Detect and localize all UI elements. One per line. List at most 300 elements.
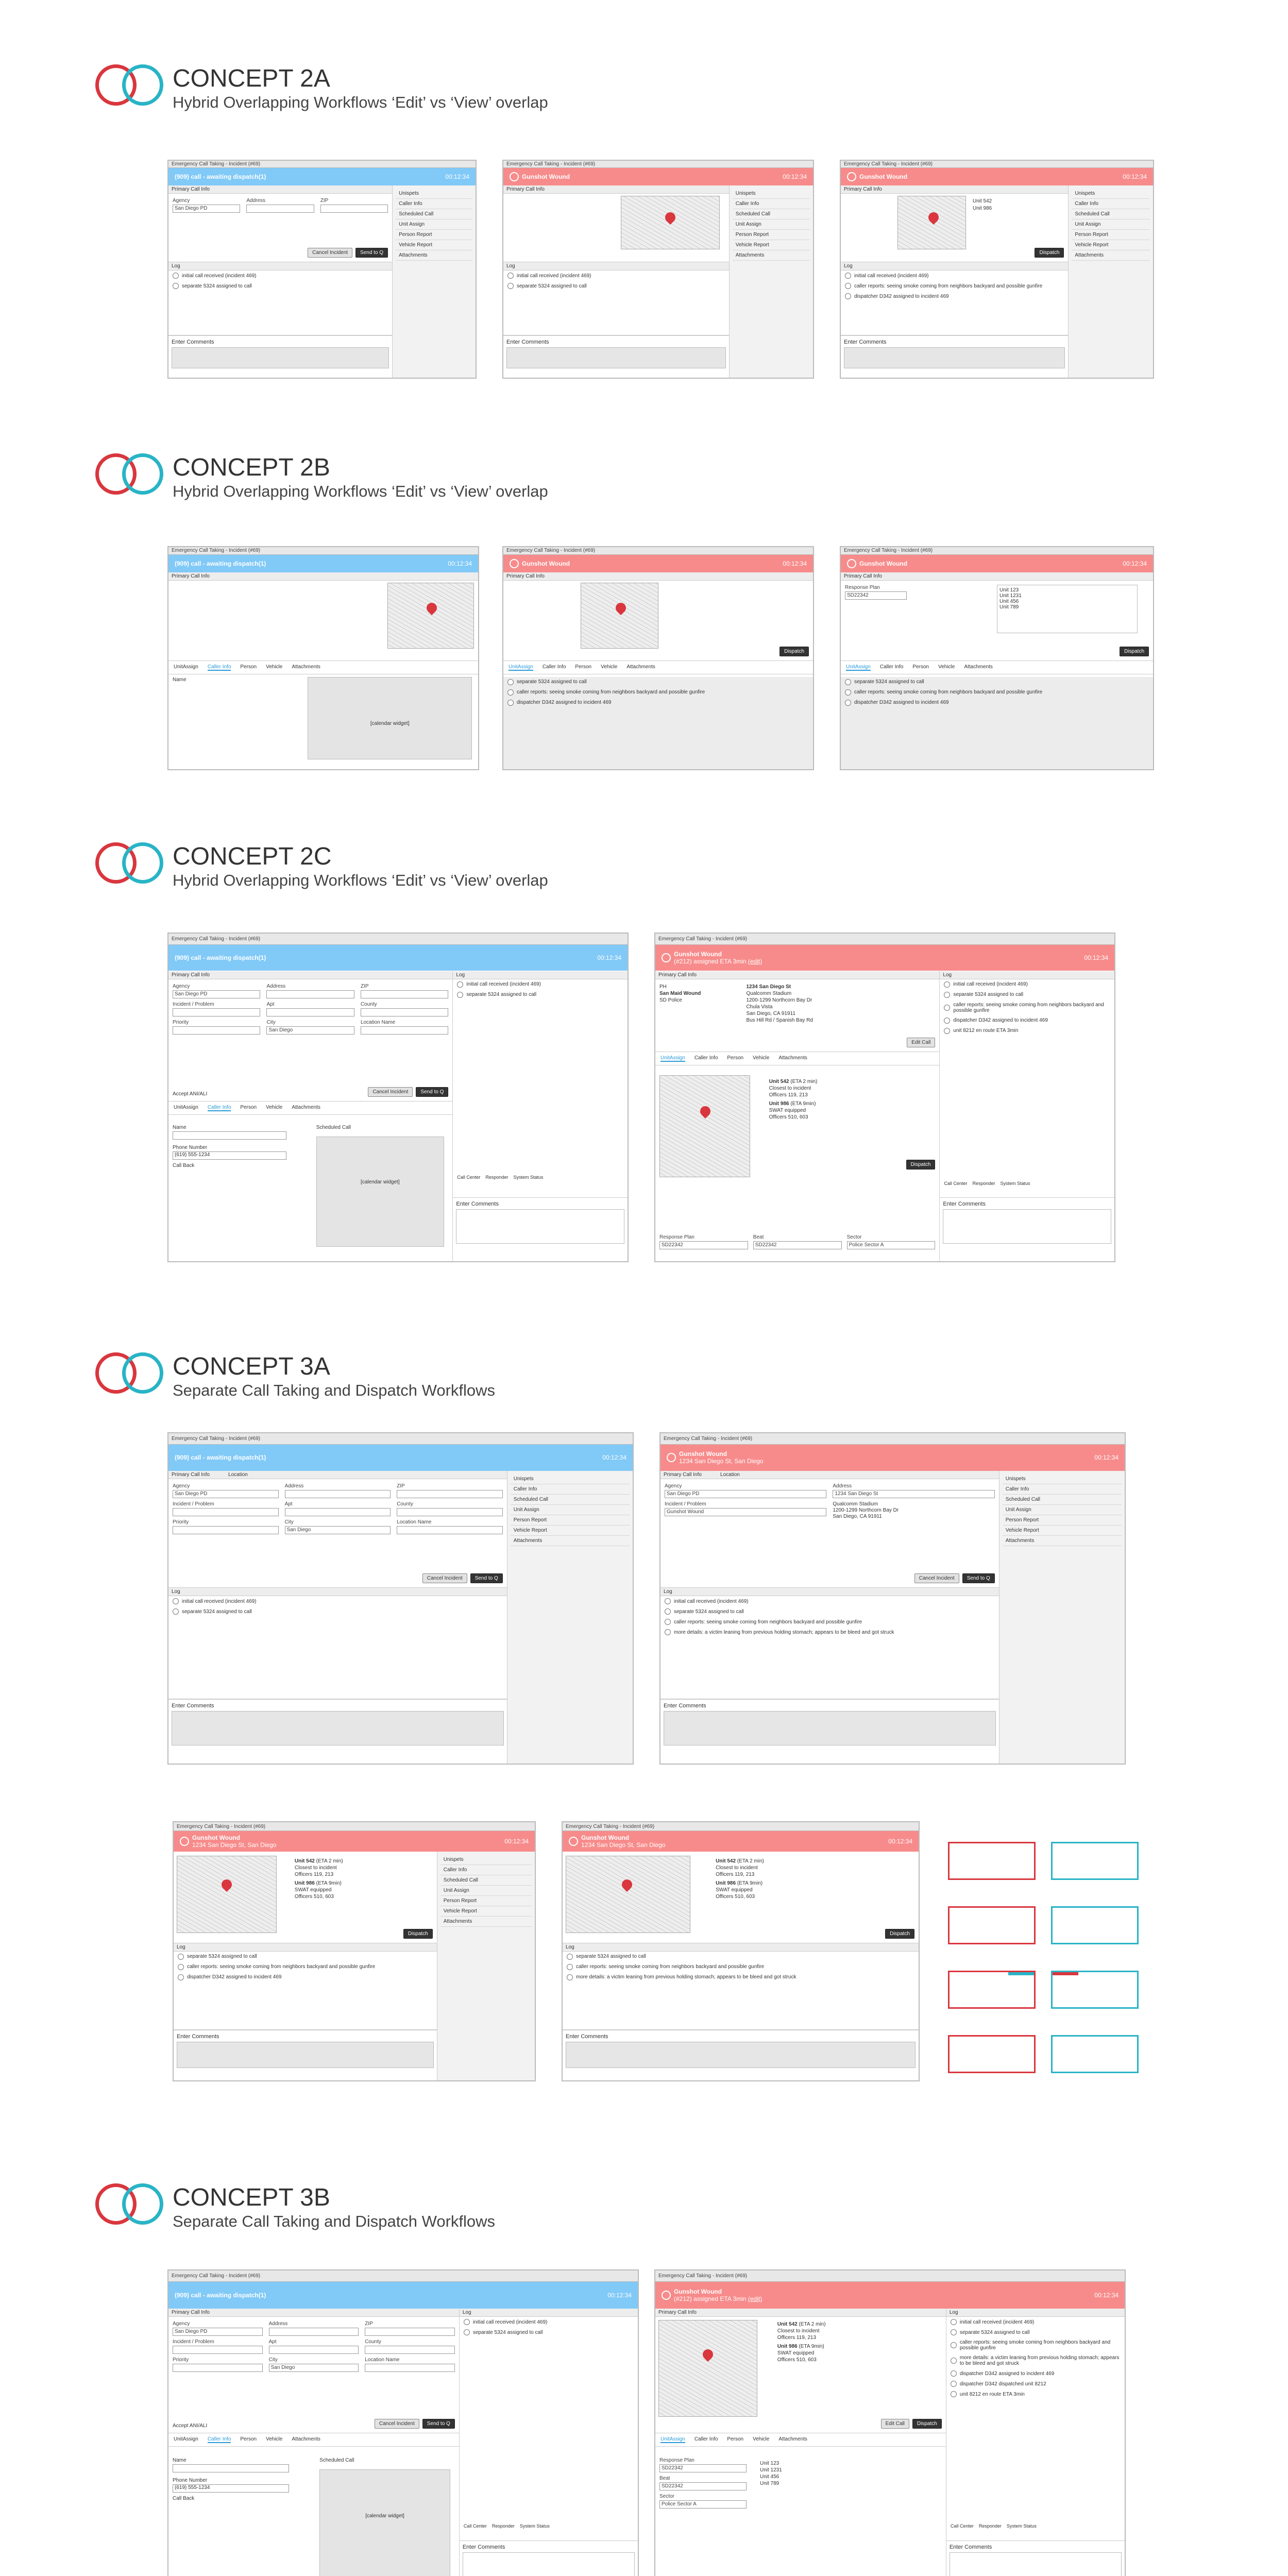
menu-person-report[interactable]: Person Report <box>733 230 810 240</box>
edit-units-link[interactable]: (edit) <box>748 2295 762 2303</box>
radio-icon[interactable] <box>173 273 179 279</box>
menu-attachments[interactable]: Attachments <box>511 1536 630 1546</box>
tab-attachments[interactable]: Attachments <box>292 664 320 670</box>
tab-attachments[interactable]: Attachments <box>626 664 655 670</box>
priority-field[interactable]: Priority <box>173 1519 279 1534</box>
address-field[interactable]: Address <box>285 1483 391 1498</box>
radio-icon[interactable] <box>665 1629 671 1635</box>
map[interactable] <box>658 2320 757 2417</box>
mockup-3b-dispatch: Emergency Call Taking - Incident (#69) Gunshot Wound (#212) assigned ETA 3min (edit) 00:12:34 Primary Call Info Unit 542 (ETA 2 min) Closest to incident Officers 119, 213 Unit 986 (ETA 9min) SWAT equipped Officers 510, 603 Edit Call Dispatch UnitAssign Caller Info Person Vehicle Attachments Response Plan SD22342 Beat SD22342 Sector Police Sector A Unit 123 Unit 1231 Unit 456 Unit 789 Log initial call received (incident 469) separate 5324 assigned to call caller reports: seeing smoke coming from neighbors backyard and possible gunfire more details: a victim leaning from previous holding stomach; appears to be bleed and got struck dispatcher D342 assigned to incident 469 dispatcher D342 dispatched unit 8212 unit 8212 en route ETA 3min Call Center Responder System Status Enter Comments <box>654 2269 1126 2576</box>
comments-area[interactable] <box>503 335 729 378</box>
radio-icon[interactable] <box>665 1608 671 1615</box>
tab-vehicle[interactable]: Vehicle <box>266 1105 283 1111</box>
name-input[interactable] <box>173 1131 286 1140</box>
phone-input[interactable]: (619) 555-1234 <box>173 1151 286 1160</box>
dispatch-button[interactable]: Dispatch <box>1035 248 1064 258</box>
unit-986[interactable]: Unit 986 (ETA 9min) <box>716 1880 763 1887</box>
log-item: separate 5324 assigned to call <box>174 1952 437 1962</box>
thumbnail[interactable] <box>1051 1842 1139 1880</box>
menu-scheduled-call[interactable]: Scheduled Call <box>440 1875 532 1886</box>
tab-caller-info[interactable]: Caller Info <box>879 664 904 670</box>
apt-field[interactable]: Apt <box>269 2339 359 2354</box>
incident-name: San Maid Wound <box>659 990 701 996</box>
menu-attachments[interactable]: Attachments <box>396 250 472 261</box>
menu-vehicle-report[interactable]: Vehicle Report <box>1072 240 1150 250</box>
mockup-2b-dispatch <box>840 546 1154 770</box>
tab-caller-info[interactable]: Caller Info <box>207 664 231 670</box>
menu-unit-assign[interactable]: Unit Assign <box>733 219 810 230</box>
menu-caller-info[interactable]: Caller Info <box>440 1865 532 1875</box>
comments-area[interactable] <box>168 335 392 378</box>
comments-area[interactable] <box>841 335 1068 378</box>
radio-icon[interactable] <box>845 689 851 696</box>
pin-icon <box>219 1877 234 1891</box>
dispatch-button[interactable]: Dispatch <box>403 1929 433 1939</box>
agency-field[interactable]: Agency San Diego PD <box>173 984 260 998</box>
radio-icon[interactable] <box>457 981 463 988</box>
menu-vehicle-report[interactable]: Vehicle Report <box>1003 1526 1122 1536</box>
radio-icon[interactable] <box>951 2381 957 2387</box>
comments-label: Enter Comments <box>172 1703 214 1709</box>
priority-field[interactable]: Priority <box>173 1020 260 1035</box>
thumbnail[interactable] <box>948 1906 1036 1944</box>
menu-unit-assign[interactable]: Unit Assign <box>1003 1505 1122 1515</box>
window-title: Emergency Call Taking - Incident (#69) <box>503 161 813 168</box>
pin-icon <box>701 2347 715 2362</box>
location-name-field[interactable]: Location Name <box>361 1020 448 1035</box>
tab-bar <box>168 1101 452 1115</box>
unit-542[interactable]: Unit 542 (ETA 2 min) <box>716 1858 764 1865</box>
unit-list[interactable]: Unit 123 Unit 1231 Unit 456 Unit 789 <box>997 585 1138 633</box>
agency-field[interactable]: Agency San Diego PD <box>665 1483 826 1498</box>
radio-icon[interactable] <box>567 1974 573 1980</box>
send-to-q-button[interactable]: Send to Q <box>355 248 388 258</box>
response-plan-field[interactable]: Response Plan SD22342 <box>659 2458 747 2472</box>
radio-icon[interactable] <box>173 283 179 289</box>
dispatch-button[interactable]: Dispatch <box>885 1929 914 1939</box>
call-back-checkbox[interactable]: Call Back <box>173 2495 195 2501</box>
map[interactable] <box>621 196 720 249</box>
comments-area[interactable] <box>174 2030 437 2080</box>
address-field[interactable]: Address <box>246 198 314 213</box>
menu-attachments[interactable]: Attachments <box>1003 1536 1122 1546</box>
incident-type: PH <box>659 984 667 990</box>
incident-problem-field[interactable]: Incident / Problem <box>173 1002 260 1016</box>
incident-icon <box>662 2291 671 2300</box>
edit-call-button[interactable]: Edit Call <box>881 2419 909 2429</box>
incident-agency: SD Police <box>659 997 682 1003</box>
incident-problem-field[interactable]: Incident / Problem Gunshot Wound <box>665 1501 826 1520</box>
comments-label: Enter Comments <box>456 1201 499 1208</box>
log-filters[interactable]: Call Center Responder System Status <box>944 1180 1030 1186</box>
tab-unitassign[interactable]: UnitAssign <box>174 664 198 670</box>
tab-vehicle[interactable]: Vehicle <box>938 664 955 670</box>
tab-attachments[interactable]: Attachments <box>778 2436 807 2443</box>
menu-search[interactable]: Unispets <box>733 189 810 199</box>
incident-bar: Gunshot Wound (#212) assigned ETA 3min (edit) 00:12:34 <box>655 2282 1125 2309</box>
response-plan-field[interactable]: Response Plan SD22342 <box>845 585 907 600</box>
radio-icon[interactable] <box>665 1598 671 1604</box>
menu-person-report[interactable]: Person Report <box>1003 1515 1122 1526</box>
unit-986[interactable]: Unit 986 (ETA 9min) <box>294 1880 342 1887</box>
send-to-q-button[interactable]: Send to Q <box>422 2419 455 2429</box>
cancel-incident-button[interactable]: Cancel Incident <box>375 2419 419 2429</box>
dispatch-button[interactable]: Dispatch <box>912 2419 942 2429</box>
log-header: Log <box>660 1588 999 1596</box>
incident-problem-field[interactable]: Incident / Problem <box>173 1501 279 1516</box>
edit-call-button[interactable]: Edit Call <box>907 1038 935 1047</box>
radio-icon[interactable] <box>944 1005 950 1011</box>
menu-person-report[interactable]: Person Report <box>1072 230 1150 240</box>
comments-label: Enter Comments <box>943 1201 986 1208</box>
map[interactable] <box>387 583 474 649</box>
city-field[interactable]: City San Diego <box>269 2357 359 2372</box>
tab-unitassign[interactable]: UnitAssign <box>846 664 871 670</box>
radio-icon[interactable] <box>507 700 514 706</box>
call-status: (909) call - awaiting dispatch(1) <box>175 173 266 181</box>
mockup-3a-view <box>659 1432 1126 1765</box>
location-name-field[interactable]: Location Name <box>397 1519 503 1534</box>
scheduled-call-checkbox[interactable]: Scheduled Call <box>316 1125 351 1131</box>
tab-unitassign[interactable]: UnitAssign <box>174 2436 198 2443</box>
location-name-field[interactable]: Location Name <box>365 2357 455 2372</box>
map[interactable] <box>897 196 965 249</box>
response-plan-field[interactable]: Response Plan SD22342 <box>659 1234 748 1249</box>
call-bar: (909) call - awaiting dispatch(1) 00:12:34 <box>168 945 628 971</box>
log-item: separate 5324 assigned to call <box>660 1606 999 1617</box>
incident-icon <box>667 1453 676 1462</box>
tab-vehicle[interactable]: Vehicle <box>753 2436 770 2443</box>
phone-input[interactable]: (619) 555-1234 <box>173 2484 289 2493</box>
map[interactable] <box>659 1075 750 1177</box>
menu-search[interactable]: Unispets <box>1072 189 1150 199</box>
address-field[interactable]: Address <box>266 984 354 998</box>
sector-field[interactable]: Sector Police Sector A <box>847 1234 936 1249</box>
mockup-2b-view <box>502 546 814 770</box>
zip-field[interactable]: ZIP <box>365 2321 455 2336</box>
radio-icon[interactable] <box>944 992 950 998</box>
log-item: dispatcher D342 assigned to incident 469 <box>946 2368 1125 2379</box>
tab-attachments[interactable]: Attachments <box>292 1105 320 1111</box>
radio-icon[interactable] <box>178 1964 184 1970</box>
log-item: caller reports: seeing smoke coming from neighbors backyard and possible gunfire <box>946 2337 1125 2353</box>
zip-field[interactable]: ZIP <box>320 198 388 213</box>
radio-icon[interactable] <box>173 1598 179 1604</box>
comments-area[interactable] <box>946 2540 1125 2576</box>
menu-unit-assign[interactable]: Unit Assign <box>511 1505 630 1515</box>
tab-vehicle[interactable]: Vehicle <box>601 664 618 670</box>
radio-icon[interactable] <box>178 1974 184 1980</box>
menu-vehicle-report[interactable]: Vehicle Report <box>396 240 472 250</box>
unit-542[interactable]: Unit 542 (ETA 2 min) <box>769 1078 818 1084</box>
call-bar: (909) call - awaiting dispatch(1) 00:12:34 <box>168 2282 638 2309</box>
log-item: dispatcher D342 assigned to incident 469 <box>841 291 1068 301</box>
primary-call-info-header: Primary Call Info <box>168 572 478 581</box>
sector-field[interactable]: Sector Police Sector A <box>659 2494 747 2509</box>
radio-icon[interactable] <box>845 283 851 289</box>
dispatch-button[interactable]: Dispatch <box>779 647 809 656</box>
menu-person-report[interactable]: Person Report <box>440 1896 532 1906</box>
send-to-q-button[interactable]: Send to Q <box>962 1573 995 1583</box>
county-field[interactable]: County <box>397 1501 503 1516</box>
log-item: dispatcher D342 assigned to incident 469 <box>503 698 813 708</box>
menu-caller-info[interactable]: Caller Info <box>511 1484 630 1495</box>
radio-icon[interactable] <box>507 689 514 696</box>
tab-caller-info[interactable]: Caller Info <box>207 1105 231 1111</box>
radio-icon[interactable] <box>951 2329 957 2335</box>
radio-icon[interactable] <box>567 1964 573 1970</box>
log-item: caller reports: seeing smoke coming from neighbors backyard and possible gunfire <box>563 1962 919 1972</box>
radio-icon[interactable] <box>845 679 851 685</box>
menu-scheduled-call[interactable]: Scheduled Call <box>1072 209 1150 219</box>
log-filters[interactable]: Call Center Responder System Status <box>950 2523 1037 2529</box>
address-field[interactable]: Address <box>269 2321 359 2336</box>
dispatch-button[interactable]: Dispatch <box>906 1160 936 1170</box>
radio-icon[interactable] <box>951 2342 957 2348</box>
menu-person-report[interactable]: Person Report <box>511 1515 630 1526</box>
menu-caller-info[interactable]: Caller Info <box>1003 1484 1122 1495</box>
beat-field[interactable]: Beat SD22342 <box>659 2476 747 2490</box>
radio-icon[interactable] <box>951 2391 957 2397</box>
menu-scheduled-call[interactable]: Scheduled Call <box>1003 1495 1122 1505</box>
radio-icon[interactable] <box>507 273 514 279</box>
radio-icon[interactable] <box>951 2319 957 2325</box>
radio-icon[interactable] <box>178 1954 184 1960</box>
menu-unit-assign[interactable]: Unit Assign <box>396 219 472 230</box>
mockup-2a-view <box>502 160 814 379</box>
radio-icon[interactable] <box>507 283 514 289</box>
tab-person[interactable]: Person <box>240 2436 257 2443</box>
calendar-widget[interactable]: [calendar widget] <box>316 1137 444 1247</box>
window-title: Emergency Call Taking - Incident (#69) <box>655 934 1114 945</box>
tab-unitassign[interactable]: UnitAssign <box>660 1055 685 1061</box>
unit-542[interactable]: Unit 542 (ETA 2 min) <box>294 1858 343 1865</box>
send-to-q-button[interactable]: Send to Q <box>470 1573 503 1583</box>
comments-area[interactable] <box>563 2030 919 2080</box>
unit-986[interactable]: Unit 986 (ETA 9min) <box>769 1100 816 1107</box>
tab-unitassign[interactable]: UnitAssign <box>509 664 533 670</box>
accept-ani-checkbox[interactable]: Accept ANI/ALI <box>173 1091 208 1097</box>
radio-icon[interactable] <box>845 273 851 279</box>
menu-attachments[interactable]: Attachments <box>440 1917 532 1927</box>
menu-unit-assign[interactable]: Unit Assign <box>440 1886 532 1896</box>
side-menu <box>1069 185 1153 264</box>
log-item: initial call received (incident 469) <box>503 270 729 281</box>
radio-icon[interactable] <box>951 2358 957 2364</box>
menu-caller-info[interactable]: Caller Info <box>1072 199 1150 209</box>
comments-area[interactable] <box>460 2540 638 2576</box>
thumbnail[interactable] <box>1051 2035 1139 2073</box>
radio-icon[interactable] <box>507 679 514 685</box>
city-field[interactable]: City San Diego <box>285 1519 391 1534</box>
map[interactable] <box>566 1856 690 1933</box>
edit-units-link[interactable]: (edit) <box>748 958 762 965</box>
primary-call-info-header: Primary Call Info Location <box>168 1471 507 1479</box>
comments-area[interactable] <box>168 1699 507 1764</box>
priority-field[interactable]: Priority <box>173 2357 263 2372</box>
menu-person-report[interactable]: Person Report <box>396 230 472 240</box>
city-field[interactable]: City San Diego <box>266 1020 354 1035</box>
agency-field[interactable]: Agency San Diego PD <box>173 2321 263 2336</box>
radio-icon[interactable] <box>845 700 851 706</box>
tab-person[interactable]: Person <box>240 1105 257 1111</box>
log-header: Log <box>563 1943 919 1952</box>
primary-call-info-header: Primary Call Info <box>655 971 939 979</box>
log-filters[interactable]: Call Center Responder System Status <box>463 2523 550 2529</box>
beat-field[interactable]: Beat SD22342 <box>753 1234 842 1249</box>
tab-caller-info[interactable]: Caller Info <box>694 1055 718 1061</box>
incident-problem-field[interactable]: Incident / Problem <box>173 2339 263 2354</box>
apt-field[interactable]: Apt <box>266 1002 354 1016</box>
tab-attachments[interactable]: Attachments <box>964 664 993 670</box>
radio-icon[interactable] <box>457 992 463 998</box>
window-title: Emergency Call Taking - Incident (#69) <box>841 547 1153 555</box>
log-item: separate 5324 assigned to call <box>168 1606 507 1617</box>
address-field[interactable]: Address 1234 San Diego St <box>833 1483 994 1498</box>
calendar-widget[interactable]: [calendar widget] <box>319 2469 450 2576</box>
agency-field[interactable]: Agency San Diego PD <box>173 198 240 213</box>
menu-scheduled-call[interactable]: Scheduled Call <box>733 209 810 219</box>
log-item: unit 8212 en route ETA 3min <box>940 1026 1114 1036</box>
zip-field[interactable]: ZIP <box>397 1483 503 1498</box>
agency-field[interactable]: Agency San Diego PD <box>173 1483 279 1498</box>
thumbnail[interactable] <box>1051 1906 1139 1944</box>
tab-unitassign[interactable]: UnitAssign <box>174 1105 198 1111</box>
incident-icon <box>662 953 671 962</box>
side-menu <box>730 185 813 264</box>
radio-icon[interactable] <box>944 981 950 988</box>
menu-unit-assign[interactable]: Unit Assign <box>1072 219 1150 230</box>
tab-vehicle[interactable]: Vehicle <box>266 2436 283 2443</box>
cancel-incident-button[interactable]: Cancel Incident <box>914 1573 959 1583</box>
scheduled-call-checkbox[interactable]: Scheduled Call <box>319 2457 354 2463</box>
menu-search[interactable]: Unispets <box>511 1474 630 1484</box>
tab-person[interactable]: Person <box>240 664 257 670</box>
dispatch-button[interactable]: Dispatch <box>1120 647 1149 656</box>
thumbnail[interactable] <box>948 1842 1036 1880</box>
menu-search[interactable]: Unispets <box>396 189 472 199</box>
tab-caller-info[interactable]: Caller Info <box>207 2436 231 2443</box>
tab-person[interactable]: Person <box>912 664 929 670</box>
thumbnail[interactable] <box>948 1971 1036 2009</box>
cancel-incident-button[interactable]: Cancel Incident <box>422 1573 467 1583</box>
call-back-checkbox[interactable]: Call Back <box>173 1163 195 1169</box>
menu-scheduled-call[interactable]: Scheduled Call <box>396 209 472 219</box>
radio-icon[interactable] <box>951 2370 957 2377</box>
log-header: Log <box>503 262 729 270</box>
unit-986[interactable]: Unit 986 <box>972 205 992 211</box>
tab-attachments[interactable]: Attachments <box>292 2436 320 2443</box>
log-header: Log <box>940 971 1114 979</box>
map[interactable] <box>581 583 658 649</box>
radio-icon[interactable] <box>944 1018 950 1024</box>
tab-unitassign[interactable]: UnitAssign <box>660 2436 685 2443</box>
unit-542[interactable]: Unit 542 <box>972 198 992 204</box>
pin-icon <box>614 601 628 615</box>
concept-subtitle: Hybrid Overlapping Workflows ‘Edit’ vs ‘View’ overlap <box>173 93 548 111</box>
county-field[interactable]: County <box>365 2339 455 2354</box>
concept-title: CONCEPT 2C <box>173 843 332 870</box>
menu-search[interactable]: Unispets <box>440 1855 532 1865</box>
log-header: Log <box>946 2309 1125 2317</box>
tab-vehicle[interactable]: Vehicle <box>753 1055 770 1061</box>
tab-attachments[interactable]: Attachments <box>778 1055 807 1061</box>
county-field[interactable]: County <box>361 1002 448 1016</box>
zip-field[interactable]: ZIP <box>361 984 448 998</box>
call-bar: (909) call - awaiting dispatch(1) 00:12:34 <box>168 555 478 572</box>
log-item: dispatcher D342 assigned to incident 469 <box>841 698 1153 708</box>
log-filters[interactable]: Call Center Responder System Status <box>457 1175 544 1180</box>
radio-icon[interactable] <box>173 1608 179 1615</box>
apt-field[interactable]: Apt <box>285 1501 391 1516</box>
menu-attachments[interactable]: Attachments <box>733 250 810 261</box>
window-title: Emergency Call Taking - Incident (#69) <box>563 1822 919 1831</box>
concept-subtitle: Hybrid Overlapping Workflows ‘Edit’ vs ‘View’ overlap <box>173 871 548 889</box>
radio-icon[interactable] <box>845 293 851 299</box>
logo-icon <box>95 453 167 495</box>
tab-vehicle[interactable]: Vehicle <box>266 664 283 670</box>
menu-scheduled-call[interactable]: Scheduled Call <box>511 1495 630 1505</box>
unit-986[interactable]: Unit 986 (ETA 9min) <box>777 2344 824 2350</box>
cancel-incident-button[interactable]: Cancel Incident <box>368 1087 413 1097</box>
log-item: initial call received (incident 469) <box>168 270 392 281</box>
concept-subtitle: Separate Call Taking and Dispatch Workflows <box>173 1381 496 1399</box>
tab-person[interactable]: Person <box>575 664 592 670</box>
unit-542[interactable]: Unit 542 (ETA 2 min) <box>777 2321 826 2328</box>
comments-label: Enter Comments <box>664 1703 706 1709</box>
name-label: Name <box>173 676 187 683</box>
radio-icon[interactable] <box>464 2329 470 2335</box>
name-input[interactable] <box>173 2464 289 2472</box>
log-item: more details: a victim leaning from previous holding stomach; appears to be bleed and got struck <box>563 1972 919 1982</box>
tab-person[interactable]: Person <box>727 2436 744 2443</box>
logo-icon <box>95 2183 167 2225</box>
window-title: Emergency Call Taking - Incident (#69) <box>168 161 476 168</box>
window-title: Emergency Call Taking - Incident (#69) <box>503 547 813 555</box>
comments-area[interactable] <box>940 1197 1114 1261</box>
send-to-q-button[interactable]: Send to Q <box>416 1087 448 1097</box>
menu-attachments[interactable]: Attachments <box>1072 250 1150 261</box>
radio-icon[interactable] <box>464 2319 470 2325</box>
calendar-widget[interactable]: [calendar widget] <box>308 677 472 759</box>
unit-list[interactable]: Unit 123 Unit 1231 Unit 456 Unit 789 <box>759 2461 782 2487</box>
accept-ani-checkbox[interactable]: Accept ANI/ALI <box>173 2423 208 2429</box>
radio-icon[interactable] <box>944 1028 950 1034</box>
radio-icon[interactable] <box>665 1619 671 1625</box>
tab-caller-info[interactable]: Caller Info <box>694 2436 718 2443</box>
side-menu <box>507 1471 633 1549</box>
comments-area[interactable] <box>660 1699 999 1764</box>
incident-bar: Gunshot Wound (#212) assigned ETA 3min (edit) 00:12:34 <box>655 945 1114 971</box>
thumbnail[interactable] <box>1051 1971 1139 2009</box>
log-item: initial call received (incident 469) <box>940 979 1114 990</box>
primary-call-info-header: Primary Call Info <box>503 185 729 194</box>
menu-vehicle-report[interactable]: Vehicle Report <box>511 1526 630 1536</box>
tab-caller-info[interactable]: Caller Info <box>542 664 566 670</box>
menu-vehicle-report[interactable]: Vehicle Report <box>733 240 810 250</box>
tab-person[interactable]: Person <box>727 1055 744 1061</box>
menu-caller-info[interactable]: Caller Info <box>396 199 472 209</box>
menu-search[interactable]: Unispets <box>1003 1474 1122 1484</box>
comments-area[interactable] <box>453 1197 628 1261</box>
menu-vehicle-report[interactable]: Vehicle Report <box>440 1906 532 1917</box>
menu-caller-info[interactable]: Caller Info <box>733 199 810 209</box>
radio-icon[interactable] <box>567 1954 573 1960</box>
cancel-incident-button[interactable]: Cancel Incident <box>308 248 352 258</box>
concept-title: CONCEPT 2A <box>173 65 330 92</box>
map[interactable] <box>177 1856 277 1933</box>
thumbnail[interactable] <box>948 2035 1036 2073</box>
